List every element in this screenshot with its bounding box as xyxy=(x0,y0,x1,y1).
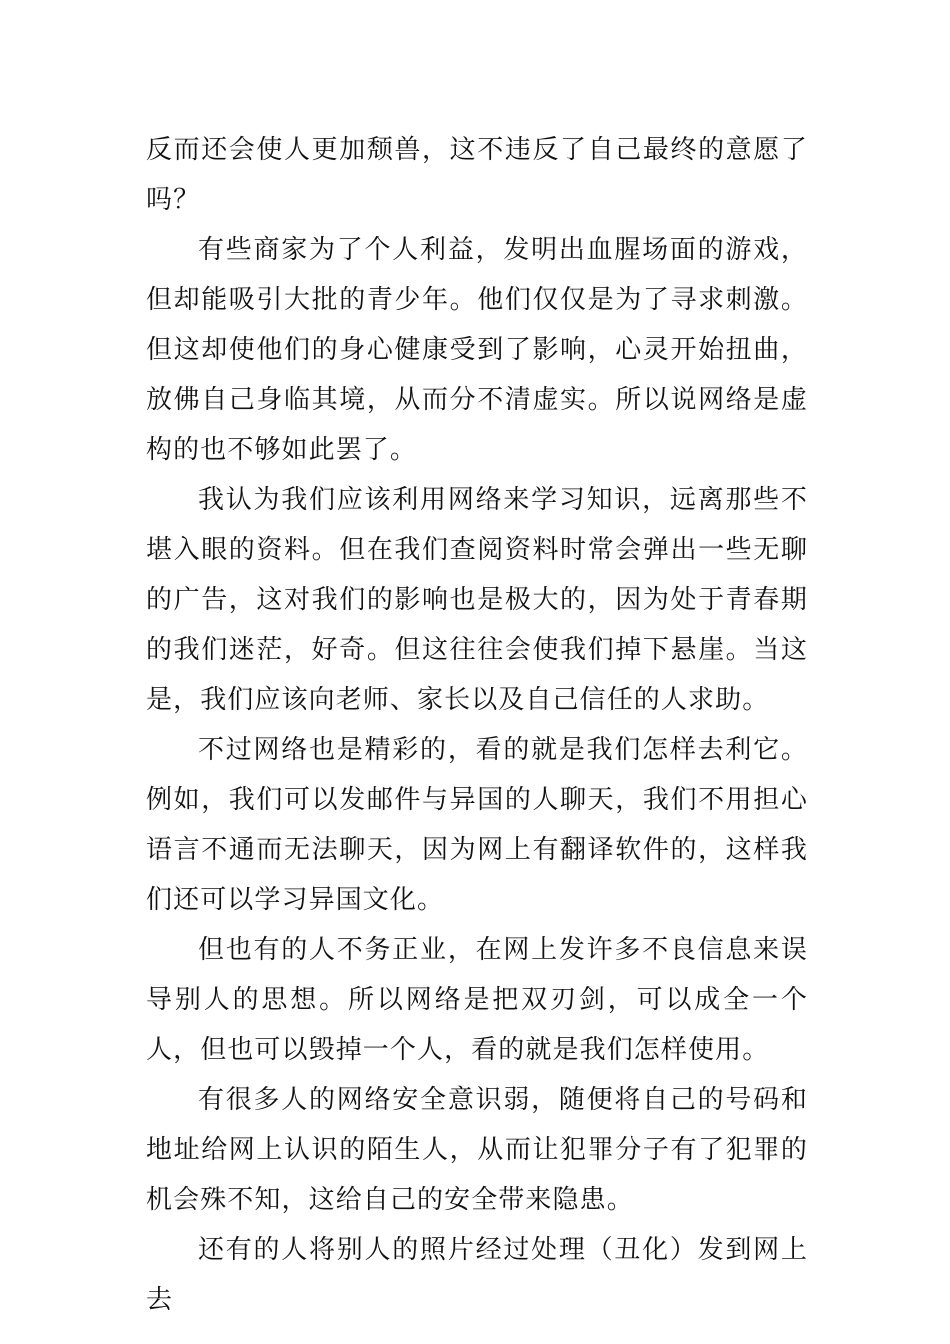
paragraph: 还有的人将别人的照片经过处理（丑化）发到网上去 xyxy=(146,1235,808,1315)
paragraph: 不过网络也是精彩的，看的就是我们怎样去利它。例如，我们可以发邮件与异国的人聊天，我们不用担心语言不通而无法聊天，因为网上有翻译软件的，这样我们还可以学习异国文化。 xyxy=(146,735,808,915)
paragraph: 我认为我们应该利用网络来学习知识，远离那些不堪入眼的资料。但在我们查阅资料时常会弹出一些无聊的广告，这对我们的影响也是极大的，因为处于青春期的我们迷茫，好奇。但这往往会使我们掉下悬崖。当这是，我们应该向老师、家长以及自己信任的人求助。 xyxy=(146,485,808,715)
paragraph: 反而还会使人更加颓兽，这不违反了自己最终的意愿了吗？ xyxy=(146,135,808,215)
paragraph: 但也有的人不务正业，在网上发许多不良信息来误导别人的思想。所以网络是把双刃剑，可以成全一个人，但也可以毁掉一个人，看的就是我们怎样使用。 xyxy=(146,935,808,1065)
paragraph: 有很多人的网络安全意识弱，随便将自己的号码和地址给网上认识的陌生人，从而让犯罪分子有了犯罪的机会殊不知，这给自己的安全带来隐患。 xyxy=(146,1085,808,1215)
document-body xyxy=(146,125,808,1325)
paragraph: 有些商家为了个人利益，发明出血腥场面的游戏，但却能吸引大批的青少年。他们仅仅是为了寻求刺激。但这却使他们的身心健康受到了影响，心灵开始扭曲，放佛自己身临其境，从而分不清虚实。所以说网络是虚构的也不够如此罢了。 xyxy=(146,235,808,465)
